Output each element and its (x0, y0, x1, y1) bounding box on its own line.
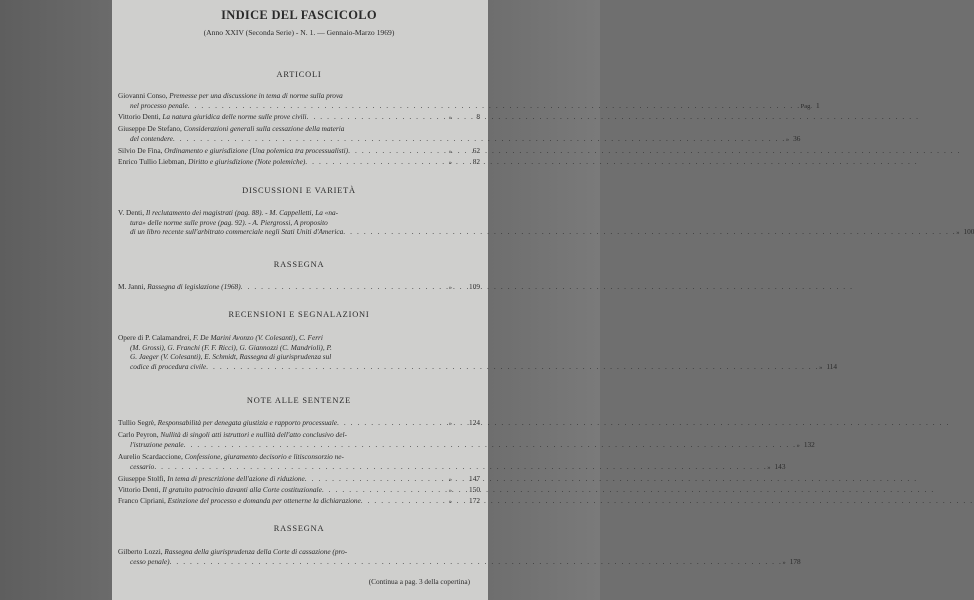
page-subtitle: (Anno XXIV (Seconda Serie) - N. 1. — Gennaio-Marzo 1969) (203, 28, 395, 37)
section-heading-articoli: ARTICOLI (276, 70, 322, 79)
section-heading-rassegna-2: RASSEGNA (273, 524, 325, 533)
toc-entry[interactable]: M. Janni, Rassegna di legislazione (1968) . . . » 109 (118, 282, 480, 293)
toc-entry[interactable]: Enrico Tullio Liebman, Diritto e giurisdizione (Note polemiche) . . . » 82 (118, 157, 480, 168)
section-heading-rassegna: RASSEGNA (273, 260, 325, 269)
toc-entry[interactable]: Carlo Peyron, Nullità di singoli atti istruttori e nullità dell'atto conclusivo del- l'istruzione penale. . . » 132 (118, 430, 480, 450)
toc-entry[interactable]: Opere di P. Calamandrei, F. De Marini Avonzo (V. Colesanti), C. Ferri (M. Grossi), G. Franchi (F. F. Ricci), G. Giannozzi (C. Mandrioli), P. G. Jaeger (V. Colesanti), E. Schmidt, Rassegna di giurisprudenza sul codice di procedura civile. . . » 114 (118, 333, 480, 372)
toc-entry[interactable]: Giuseppe De Stefano, Considerazioni generali sulla cessazione della materia del contendere. . . » 36 (118, 124, 480, 144)
page-title: INDICE DEL FASCICOLO (221, 8, 377, 22)
toc-entry[interactable]: Silvio De Fina, Ordinamento e giurisdizione (Una polemica tra processualisti) . . . » 62 (118, 146, 480, 157)
toc-entry[interactable]: Franco Cipriani, Estinzione del processo e domanda per ottenerne la dichiarazione . . . » 172 (118, 496, 480, 507)
section-heading-note: NOTE ALLE SENTENZE (246, 396, 352, 405)
toc-entry[interactable]: Vittorio Denti, La natura giuridica delle norme sulle prove civili . . . » 8 (118, 112, 480, 123)
background-right (488, 0, 600, 600)
section-heading-recensioni: RECENSIONI E SEGNALAZIONI (228, 310, 370, 319)
section-heading-discussioni: DISCUSSIONI E VARIETÀ (242, 186, 356, 195)
toc-entry[interactable]: Vittorio Denti, Il gratuito patrocinio davanti alla Corte costituzionale . . . » 150 (118, 485, 480, 496)
toc-entry[interactable]: Gilberto Lozzi, Rassegna della giurisprudenza della Corte di cassazione (pro- cesso penale). . . » 178 (118, 547, 480, 567)
toc-entry[interactable]: Giovanni Conso, Premesse per una discussione in tema di norme sulla prova nel processo penale. . . Pag. 1 (118, 91, 480, 111)
background-left (0, 0, 112, 600)
toc-entry[interactable]: Giuseppe Stolfi, In tema di prescrizione dell'azione di riduzione . . . » 147 (118, 474, 480, 485)
document-page (112, 0, 974, 600)
toc-entry[interactable]: Aurelio Scardaccione, Confessione, giuramento decisorio e litisconsorzio ne- cessario. . . » 143 (118, 452, 480, 472)
toc-entry[interactable]: V. Denti, Il reclutamento dei magistrati (pag. 88). - M. Cappelletti, La «na- tura» delle norme sulle prove (pag. 92). - A. Piergrossi, A proposito di un libro recente sull'arbitrato commerciale negli Stati Uniti d'America. . . » 100 (118, 208, 480, 238)
continuation-note: (Continua a pag. 3 della copertina) (368, 577, 470, 586)
toc-entry[interactable]: Tullio Segrè, Responsabilità per denegata giustizia e rapporto processuale . . . » 124 (118, 418, 480, 429)
